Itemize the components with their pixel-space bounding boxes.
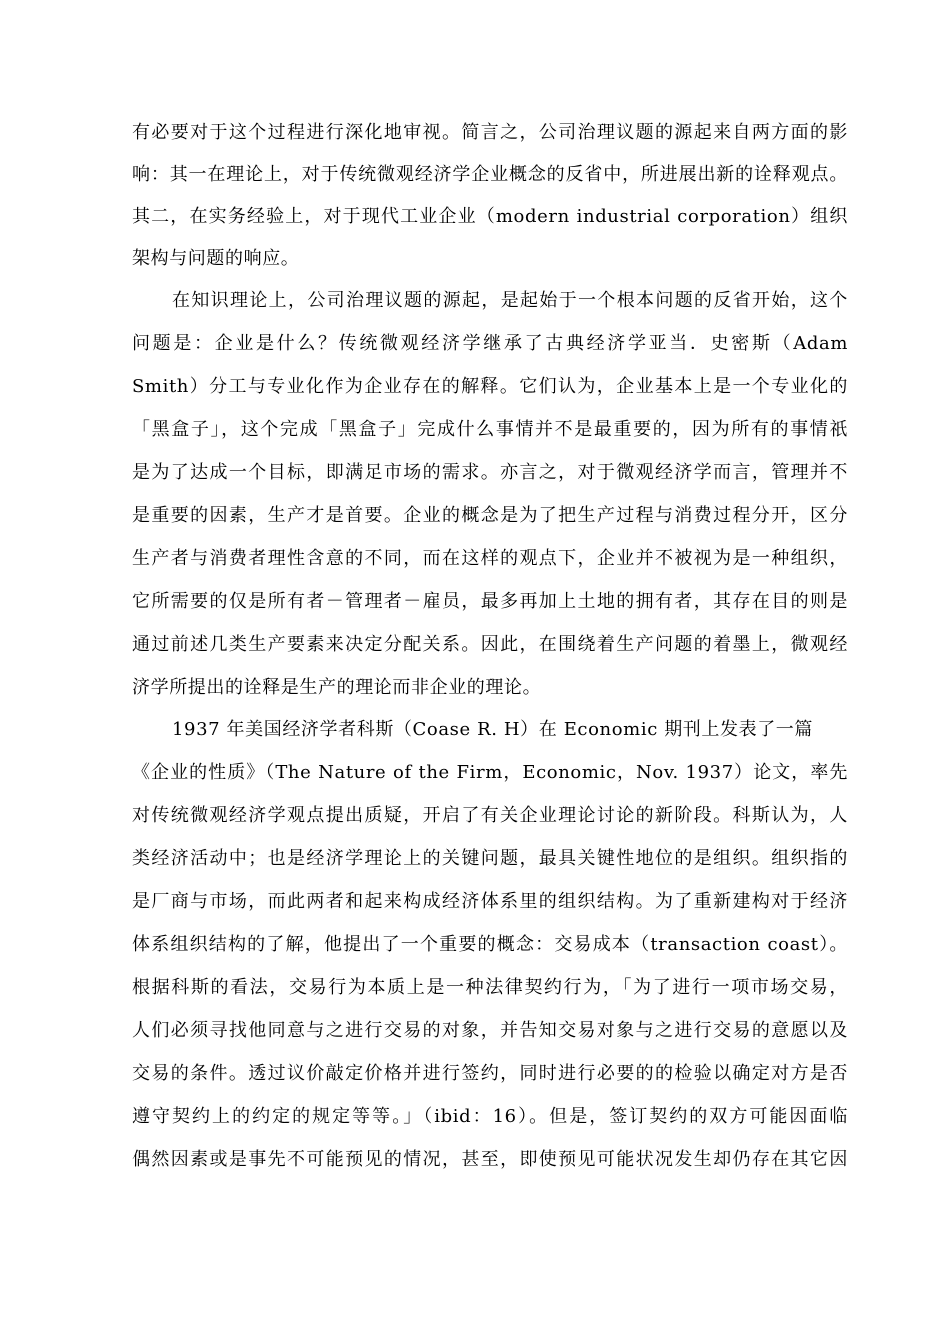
text-line: 它所需要的仅是所有者－管理者－雇员，最多再加上土地的拥有者，其存在目的则是 [132,591,848,612]
text-line: 偶然因素或是事先不可能预见的情况，甚至，即使预见可能状况发生却仍存在其它因 [132,1149,848,1170]
text-line: 通过前述几类生产要素来决定分配关系。因此，在围绕着生产问题的着墨上，微观经 [132,634,848,655]
text-line: 遵守契约上的约定的规定等等。」（ibid：16）。但是，签订契约的双方可能因面临 [132,1106,848,1127]
text-line: 根据科斯的看法，交易行为本质上是一种法律契约行为，「为了进行一项市场交易， [132,977,848,998]
text-line: 生产者与消费者理性含意的不同，而在这样的观点下，企业并不被视为是一种组织， [132,548,848,569]
text-line: 对传统微观经济学观点提出质疑，开启了有关企业理论讨论的新阶段。科斯认为，人 [132,805,848,826]
text-line: 体系组织结构的了解，他提出了一个重要的概念：交易成本（transaction coast）。 [132,934,848,955]
text-line: 人们必须寻找他同意与之进行交易的对象，并告知交易对象与之进行交易的意愿以及 [132,1020,848,1041]
text-line: 架构与问题的响应。 [132,248,300,269]
text-line: 类经济活动中；也是经济学理论上的关键问题，最具关键性地位的是组织。组织指的 [132,848,848,869]
text-line: 其二，在实务经验上，对于现代工业企业（modern industrial corporation）组织 [132,206,848,227]
paragraph-first-line: 1937 年美国经济学者科斯（Coase R. H）在 Economic 期刊上发表了一篇 [172,719,814,740]
text-line: 是为了达成一个目标，即满足市场的需求。亦言之，对于微观经济学而言，管理并不 [132,462,848,483]
text-line: 交易的条件。透过议价敲定价格并进行签约，同时进行必要的的检验以确定对方是否 [132,1063,848,1084]
text-line: 是厂商与市场，而此两者和起来构成经济体系里的组织结构。为了重新建构对于经济 [132,891,848,912]
text-line: 「黑盒子」，这个完成「黑盒子」完成什么事情并不是最重要的，因为所有的事情祇 [132,419,848,440]
text-line: 济学所提出的诠释是生产的理论而非企业的理论。 [132,677,542,698]
text-line: 问题是：企业是什么？传统微观经济学继承了古典经济学亚当．史密斯（Adam [132,333,848,354]
text-line: 响：其一在理论上，对于传统微观经济学企业概念的反省中，所进展出新的诠释观点。 [132,164,848,185]
text-line: 有必要对于这个过程进行深化地审视。简言之，公司治理议题的源起来自两方面的影 [132,122,848,143]
paragraph-first-line: 在知识理论上，公司治理议题的源起，是起始于一个根本问题的反省开始，这个 [172,290,848,311]
text-line: 《企业的性质》（The Nature of the Firm，Economic，Nov. 1937）论文，率先 [132,762,848,783]
text-line: Smith）分工与专业化作为企业存在的解释。它们认为，企业基本上是一个专业化的 [132,376,848,397]
text-line: 是重要的因素，生产才是首要。企业的概念是为了把生产过程与消费过程分开，区分 [132,505,848,526]
